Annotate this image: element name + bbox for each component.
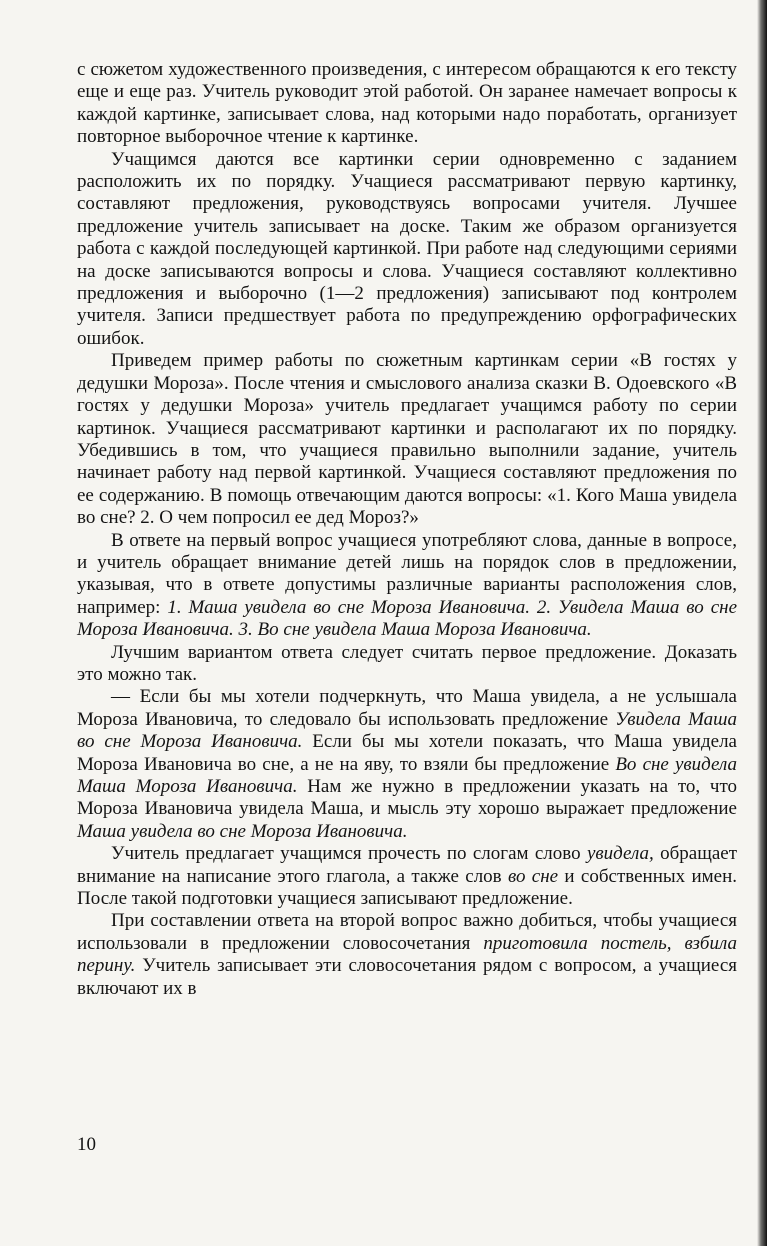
text-run: Приведем пример работы по сюжетным картинкам серии «В гостях у дедушки Мороза». После чтения и смыслового анализа сказки В. Одоевского «В гостях у дедушки Мороза» учитель предлагает учащимся работу по серии картинок. Учащиеся рассматривают картинки и располагают их по порядку. Убедившись в том, что учащиеся правильно выполнили задание, учитель начинает работу над первой картинкой. Учащиеся составляют предложения по ее содержанию. В помощь отвечающим даются вопросы: «1. Кого Маша увидела во сне? 2. О чем попросил ее дед Мороз?»	[77, 350, 737, 529]
italic-example: во сне	[507, 865, 559, 887]
text-run: Учитель предлагает учащимся прочесть по слогам слово	[111, 843, 587, 865]
page-binding-shadow	[757, 0, 767, 1246]
italic-example: Увидела Маша во сне Мороза Ивановича.	[77, 708, 737, 753]
text-run: — Если бы мы хотели подчеркнуть, что Маша увидела, а не услышала Мороза Ивановича, то следовало бы использовать предложение	[77, 686, 737, 730]
text-run: обращает внимание на написание этого глагола, а также слов	[77, 843, 737, 887]
italic-example: увидела,	[586, 843, 654, 865]
text-run: Нам же нужно в предложении указать на то, что Мороза Ивановича увидела Маша, и мысль эту хорошо выражает предложение	[77, 776, 737, 820]
text-run: В ответе на первый вопрос учащиеся употребляют слова, данные в вопросе, и учитель обращает внимание детей лишь на порядок слов в предложении, указывая, что в ответе допустимы различные варианты расположения слов, например:	[77, 529, 737, 618]
paragraph	[77, 910, 737, 1000]
paragraph	[77, 642, 737, 687]
italic-example: приготовила постель, взбила перину.	[77, 932, 737, 977]
paragraph	[77, 843, 737, 910]
paragraph	[77, 149, 737, 351]
page-number: 10	[77, 1134, 96, 1155]
paragraph	[77, 350, 737, 529]
text-run: Лучшим вариантом ответа следует считать первое предложение. Доказать это можно так.	[77, 641, 737, 685]
italic-example: 1. Маша увидела во сне Мороза Ивановича. 2. Увидела Маша во сне Мороза Ивановича. 3. Во сне увидела Маша Мороза Ивановича.	[77, 596, 738, 641]
paragraph	[77, 686, 737, 843]
text-run: Если бы мы хотели показать, что Маша увидела Мороза Ивановича во сне, а не на яву, то взяли бы предложение	[77, 731, 737, 775]
text-run: При составлении ответа на второй вопрос важно добиться, чтобы учащиеся использовали в предложении словосочетания	[77, 910, 737, 954]
italic-example: Во сне увидела Маша Мороза Ивановича.	[77, 753, 738, 797]
text-run: Учитель записывает эти словосочетания рядом с вопросом, а учащиеся включают их в	[77, 955, 737, 999]
body-text	[77, 59, 737, 1000]
text-run: Учащимся даются все картинки серии одновременно с заданием расположить их по порядку. Учащиеся рассматривают первую картинку, составляют предложения, руководствуясь вопросами учителя. Лучшее предложение учитель записывает на доске. Таким же образом организуется работа с каждой последующей картинкой. При работе над следующими сериями на доске записываются вопросы и слова. Учащиеся составляют коллективно предложения и выборочно (1—2 предложения) записывают под контролем учителя. Записи предшествует работа по предупреждению орфографических ошибок.	[77, 148, 737, 349]
text-run: с сюжетом художественного произведения, с интересом обращаются к его тексту еще и еще раз. Учитель руководит этой работой. Он заранее намечает вопросы к каждой картинке, записывает слова, над которыми надо поработать, организует повторное выборочное чтение к картинке.	[77, 59, 737, 148]
text-run: и собственных имен. После такой подготовки учащиеся записывают предложение.	[77, 865, 738, 910]
italic-example: Маша увидела во сне Мороза Ивановича.	[77, 820, 408, 842]
paragraph	[77, 59, 737, 149]
paragraph	[77, 530, 737, 642]
